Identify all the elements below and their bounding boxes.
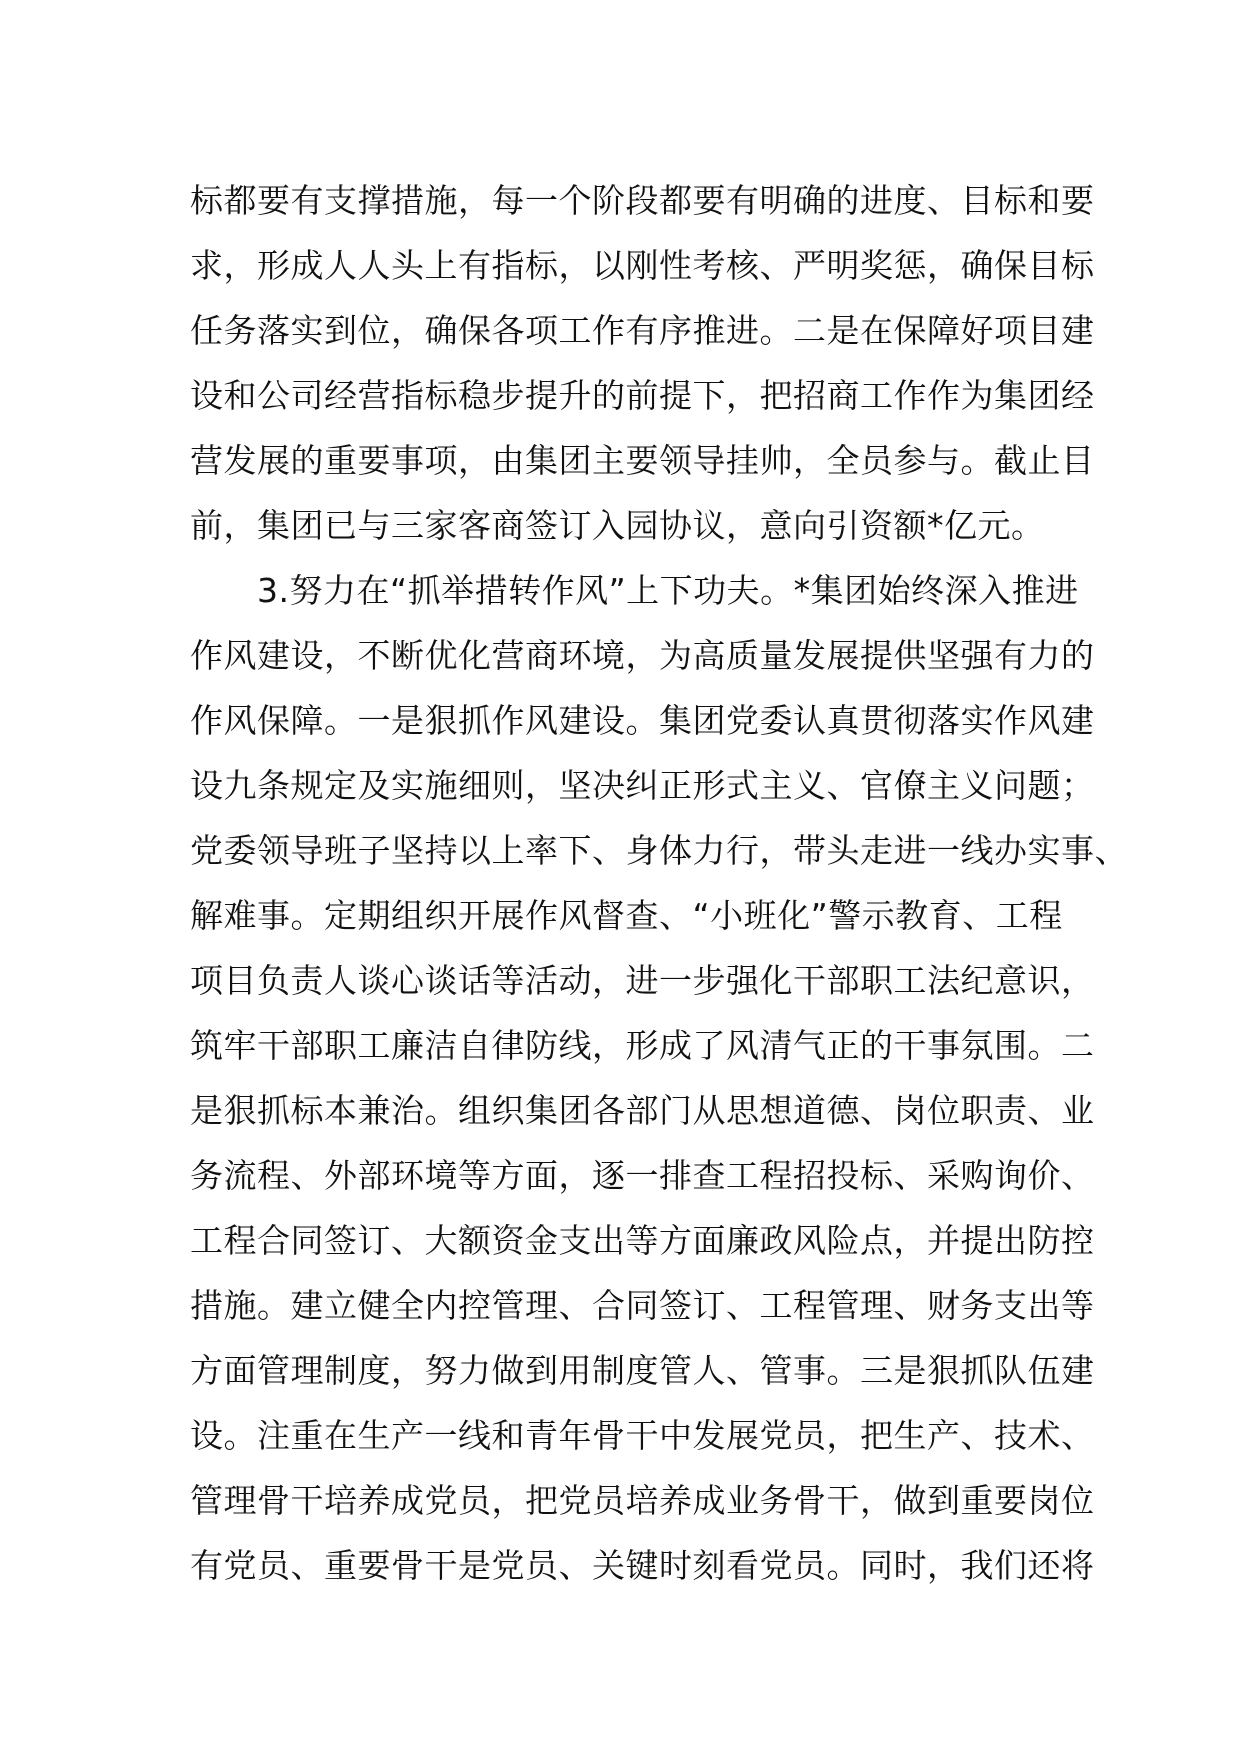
text-line: 务流程、外部环境等方面，逐一排查工程招投标、采购询价、 <box>190 1156 1095 1195</box>
text-line: 筑牢干部职工廉洁自律防线，形成了风清气正的干事氛围。二 <box>190 1026 1095 1065</box>
text-line: 措施。建立健全内控管理、合同签订、工程管理、财务支出等 <box>190 1286 1095 1325</box>
text-line: 求，形成人人头上有指标，以刚性考核、严明奖惩，确保目标 <box>190 246 1095 285</box>
text-line: 标都要有支撑措施，每一个阶段都要有明确的进度、目标和要 <box>190 181 1095 220</box>
text-line: 设九条规定及实施细则，坚决纠正形式主义、官僚主义问题； <box>190 766 1095 805</box>
body-text <box>190 168 1128 1598</box>
text-line: 前，集团已与三家客商签订入园协议，意向引资额*亿元。 <box>190 506 1045 545</box>
text-line: 管理骨干培养成党员，把党员培养成业务骨干，做到重要岗位 <box>190 1481 1095 1520</box>
section-heading-line: 3.努力在“抓举措转作风”上下功夫。*集团始终深入推进 <box>190 571 1079 610</box>
text-line: 设。注重在生产一线和青年骨干中发展党员，把生产、技术、 <box>190 1416 1095 1455</box>
text-line: 解难事。定期组织开展作风督查、“小班化”警示教育、工程 <box>190 896 1063 935</box>
text-line: 党委领导班子坚持以上率下、身体力行，带头走进一线办实事、 <box>190 831 1128 870</box>
text-line: 设和公司经营指标稳步提升的前提下，把招商工作作为集团经 <box>190 376 1095 415</box>
text-line: 是狠抓标本兼治。组织集团各部门从思想道德、岗位职责、业 <box>190 1091 1095 1130</box>
text-line: 方面管理制度，努力做到用制度管人、管事。三是狠抓队伍建 <box>190 1351 1095 1390</box>
text-line: 作风建设，不断优化营商环境，为高质量发展提供坚强有力的 <box>190 636 1095 675</box>
text-line: 营发展的重要事项，由集团主要领导挂帅，全员参与。截止目 <box>190 441 1095 480</box>
text-line: 作风保障。一是狠抓作风建设。集团党委认真贯彻落实作风建 <box>190 701 1095 740</box>
text-line: 项目负责人谈心谈话等活动，进一步强化干部职工法纪意识， <box>190 961 1095 1000</box>
text-line: 任务落实到位，确保各项工作有序推进。二是在保障好项目建 <box>190 311 1095 350</box>
text-line: 有党员、重要骨干是党员、关键时刻看党员。同时，我们还将 <box>190 1546 1095 1585</box>
text-line: 工程合同签订、大额资金支出等方面廉政风险点，并提出防控 <box>190 1221 1095 1260</box>
